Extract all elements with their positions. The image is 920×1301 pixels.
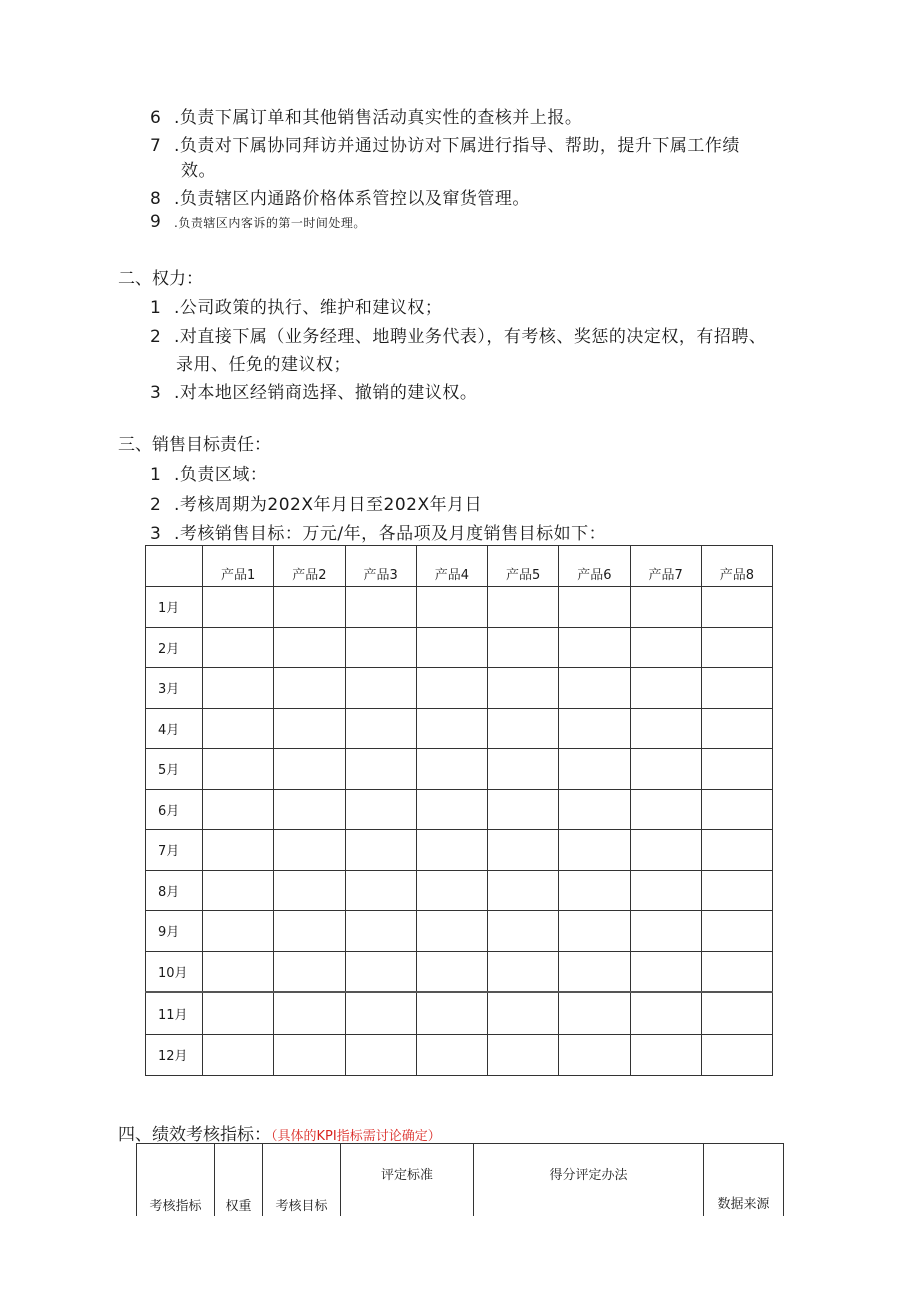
- target-cell[interactable]: [488, 708, 559, 749]
- column-header-product-5: 产品5: [488, 546, 559, 587]
- power-item-2-continued: 录用、任免的建议权；: [176, 355, 351, 375]
- target-cell[interactable]: [203, 627, 274, 668]
- target-cell[interactable]: [345, 749, 416, 790]
- power-item-2: 2 .对直接下属（业务经理、地聘业务代表），有考核、奖惩的决定权，有招聘、: [150, 327, 767, 347]
- month-label: 10月: [146, 951, 203, 992]
- target-cell[interactable]: [559, 668, 630, 709]
- kpi-col-target: 考核目标: [263, 1144, 341, 1217]
- target-cell[interactable]: [630, 668, 701, 709]
- target-cell[interactable]: [488, 749, 559, 790]
- duty-item-7-continued: 效。: [181, 161, 216, 181]
- kpi-col-weight: 权重: [215, 1144, 263, 1217]
- kpi-col-scoring-method: 得分评定办法: [474, 1144, 704, 1217]
- target-cell[interactable]: [488, 830, 559, 871]
- kpi-col-data-source: 数据来源: [704, 1144, 784, 1217]
- target-cell[interactable]: [274, 749, 345, 790]
- target-cell[interactable]: [345, 951, 416, 992]
- target-cell[interactable]: [416, 587, 487, 628]
- target-cell[interactable]: [416, 911, 487, 952]
- table-row: [146, 911, 773, 952]
- table-row: [146, 951, 773, 992]
- target-cell[interactable]: [416, 789, 487, 830]
- target-cell[interactable]: [630, 911, 701, 952]
- target-cell[interactable]: [488, 627, 559, 668]
- target-cell[interactable]: [701, 951, 772, 992]
- target-cell[interactable]: [559, 627, 630, 668]
- power-item-1: 1 .公司政策的执行、维护和建议权；: [150, 298, 443, 318]
- target-cell[interactable]: [630, 951, 701, 992]
- month-label: 3月: [146, 668, 203, 709]
- target-cell[interactable]: [701, 870, 772, 911]
- target-cell[interactable]: [416, 1035, 487, 1076]
- sales-item-1: 1 .负责区域：: [150, 465, 268, 485]
- section-heading-sales-target: 三、销售目标责任：: [118, 435, 271, 455]
- duty-item-8: 8 .负责辖区内通路价格体系管控以及窜货管理。: [150, 189, 530, 209]
- table-row: [146, 627, 773, 668]
- target-cell[interactable]: [701, 708, 772, 749]
- column-header-product-3: 产品3: [345, 546, 416, 587]
- target-cell[interactable]: [488, 789, 559, 830]
- target-cell[interactable]: [345, 587, 416, 628]
- table-row: [146, 708, 773, 749]
- target-cell[interactable]: [416, 627, 487, 668]
- target-cell[interactable]: [416, 830, 487, 871]
- target-cell[interactable]: [274, 587, 345, 628]
- table-row: [146, 749, 773, 790]
- column-header-product-7: 产品7: [630, 546, 701, 587]
- target-cell[interactable]: [559, 870, 630, 911]
- target-cell[interactable]: [630, 830, 701, 871]
- month-label: 5月: [146, 749, 203, 790]
- sales-item-3: 3 .考核销售目标：万元/年，各品项及月度销售目标如下：: [150, 524, 607, 544]
- target-cell[interactable]: [274, 870, 345, 911]
- target-cell[interactable]: [630, 789, 701, 830]
- target-cell[interactable]: [559, 708, 630, 749]
- target-cell[interactable]: [488, 1035, 559, 1076]
- target-cell[interactable]: [345, 870, 416, 911]
- target-cell[interactable]: [274, 627, 345, 668]
- column-header-product-4: 产品4: [416, 546, 487, 587]
- kpi-heading-title: 四、绩效考核指标：: [118, 1125, 271, 1145]
- month-label: 4月: [146, 708, 203, 749]
- table-row: [146, 789, 773, 830]
- target-cell[interactable]: [345, 911, 416, 952]
- target-cell[interactable]: [274, 708, 345, 749]
- month-label: 2月: [146, 627, 203, 668]
- target-cell[interactable]: [416, 992, 487, 1035]
- target-cell[interactable]: [345, 992, 416, 1035]
- kpi-header-row: [137, 1144, 784, 1217]
- table-row: [146, 1035, 773, 1076]
- target-cell[interactable]: [488, 951, 559, 992]
- month-label: 7月: [146, 830, 203, 871]
- target-cell[interactable]: [345, 830, 416, 871]
- target-cell[interactable]: [416, 708, 487, 749]
- column-header-product-8: 产品8: [701, 546, 772, 587]
- table-row: [146, 830, 773, 871]
- target-cell[interactable]: [488, 911, 559, 952]
- target-cell[interactable]: [701, 789, 772, 830]
- target-cell[interactable]: [701, 830, 772, 871]
- target-cell[interactable]: [274, 1035, 345, 1076]
- table-row: [146, 870, 773, 911]
- target-cell[interactable]: [416, 951, 487, 992]
- column-header-product-6: 产品6: [559, 546, 630, 587]
- target-cell[interactable]: [274, 911, 345, 952]
- target-cell[interactable]: [203, 668, 274, 709]
- month-label: 8月: [146, 870, 203, 911]
- target-cell[interactable]: [203, 830, 274, 871]
- kpi-heading-note: （具体的KPI指标需讨论确定）: [271, 1129, 441, 1144]
- target-cell[interactable]: [203, 870, 274, 911]
- target-cell[interactable]: [630, 587, 701, 628]
- target-cell[interactable]: [701, 627, 772, 668]
- target-cell[interactable]: [559, 749, 630, 790]
- target-cell[interactable]: [701, 587, 772, 628]
- month-label: 1月: [146, 587, 203, 628]
- target-cell[interactable]: [559, 951, 630, 992]
- target-cell[interactable]: [345, 627, 416, 668]
- target-cell[interactable]: [203, 587, 274, 628]
- target-cell[interactable]: [701, 1035, 772, 1076]
- target-cell[interactable]: [203, 708, 274, 749]
- target-cell[interactable]: [416, 668, 487, 709]
- kpi-col-indicator: 考核指标: [137, 1144, 215, 1217]
- column-header-product-2: 产品2: [274, 546, 345, 587]
- target-cell[interactable]: [701, 911, 772, 952]
- target-cell[interactable]: [488, 992, 559, 1035]
- target-cell[interactable]: [345, 708, 416, 749]
- kpi-table: [136, 1143, 784, 1216]
- target-cell[interactable]: [559, 789, 630, 830]
- target-cell[interactable]: [559, 830, 630, 871]
- duty-item-9: 9 .负责辖区内客诉的第一时间处理。: [150, 212, 366, 232]
- target-cell[interactable]: [559, 1035, 630, 1076]
- target-cell[interactable]: [203, 911, 274, 952]
- kpi-col-criteria: 评定标准: [341, 1144, 474, 1217]
- target-cell[interactable]: [345, 1035, 416, 1076]
- target-cell[interactable]: [203, 951, 274, 992]
- target-cell[interactable]: [203, 749, 274, 790]
- table-row: [146, 992, 773, 1035]
- month-label: 11月: [146, 992, 203, 1035]
- target-cell[interactable]: [559, 992, 630, 1035]
- section-heading-kpi: [118, 1120, 441, 1145]
- target-cell[interactable]: [488, 587, 559, 628]
- target-cell[interactable]: [274, 992, 345, 1035]
- target-cell[interactable]: [630, 992, 701, 1035]
- target-cell[interactable]: [274, 830, 345, 871]
- target-cell[interactable]: [559, 911, 630, 952]
- target-cell[interactable]: [701, 668, 772, 709]
- table-header-row: [146, 546, 773, 587]
- month-label: 6月: [146, 789, 203, 830]
- target-cell[interactable]: [416, 749, 487, 790]
- target-cell[interactable]: [701, 749, 772, 790]
- target-cell[interactable]: [274, 789, 345, 830]
- month-label: 9月: [146, 911, 203, 952]
- target-cell[interactable]: [416, 870, 487, 911]
- sales-target-table: [145, 545, 773, 1076]
- target-cell[interactable]: [345, 789, 416, 830]
- duty-item-6: 6 .负责下属订单和其他销售活动真实性的查核并上报。: [150, 108, 583, 128]
- table-row: [146, 587, 773, 628]
- target-cell[interactable]: [274, 951, 345, 992]
- target-cell[interactable]: [488, 870, 559, 911]
- section-heading-power: 二、权力：: [118, 269, 203, 289]
- duty-item-7: 7 .负责对下属协同拜访并通过协访对下属进行指导、帮助，提升下属工作绩: [150, 136, 740, 156]
- target-cell[interactable]: [345, 668, 416, 709]
- month-label: 12月: [146, 1035, 203, 1076]
- column-header-product-1: 产品1: [203, 546, 274, 587]
- table-corner-cell: [146, 546, 203, 587]
- target-cell[interactable]: [630, 749, 701, 790]
- target-cell[interactable]: [630, 1035, 701, 1076]
- target-cell[interactable]: [488, 668, 559, 709]
- target-cell[interactable]: [203, 789, 274, 830]
- sales-item-2: 2 .考核周期为202X年月日至202X年月日: [150, 495, 483, 515]
- target-cell[interactable]: [274, 668, 345, 709]
- target-cell[interactable]: [630, 627, 701, 668]
- power-item-3: 3 .对本地区经销商选择、撤销的建议权。: [150, 383, 478, 403]
- table-row: [146, 668, 773, 709]
- target-cell[interactable]: [630, 870, 701, 911]
- target-cell[interactable]: [203, 1035, 274, 1076]
- target-cell[interactable]: [701, 992, 772, 1035]
- target-cell[interactable]: [630, 708, 701, 749]
- target-cell[interactable]: [203, 992, 274, 1035]
- target-cell[interactable]: [559, 587, 630, 628]
